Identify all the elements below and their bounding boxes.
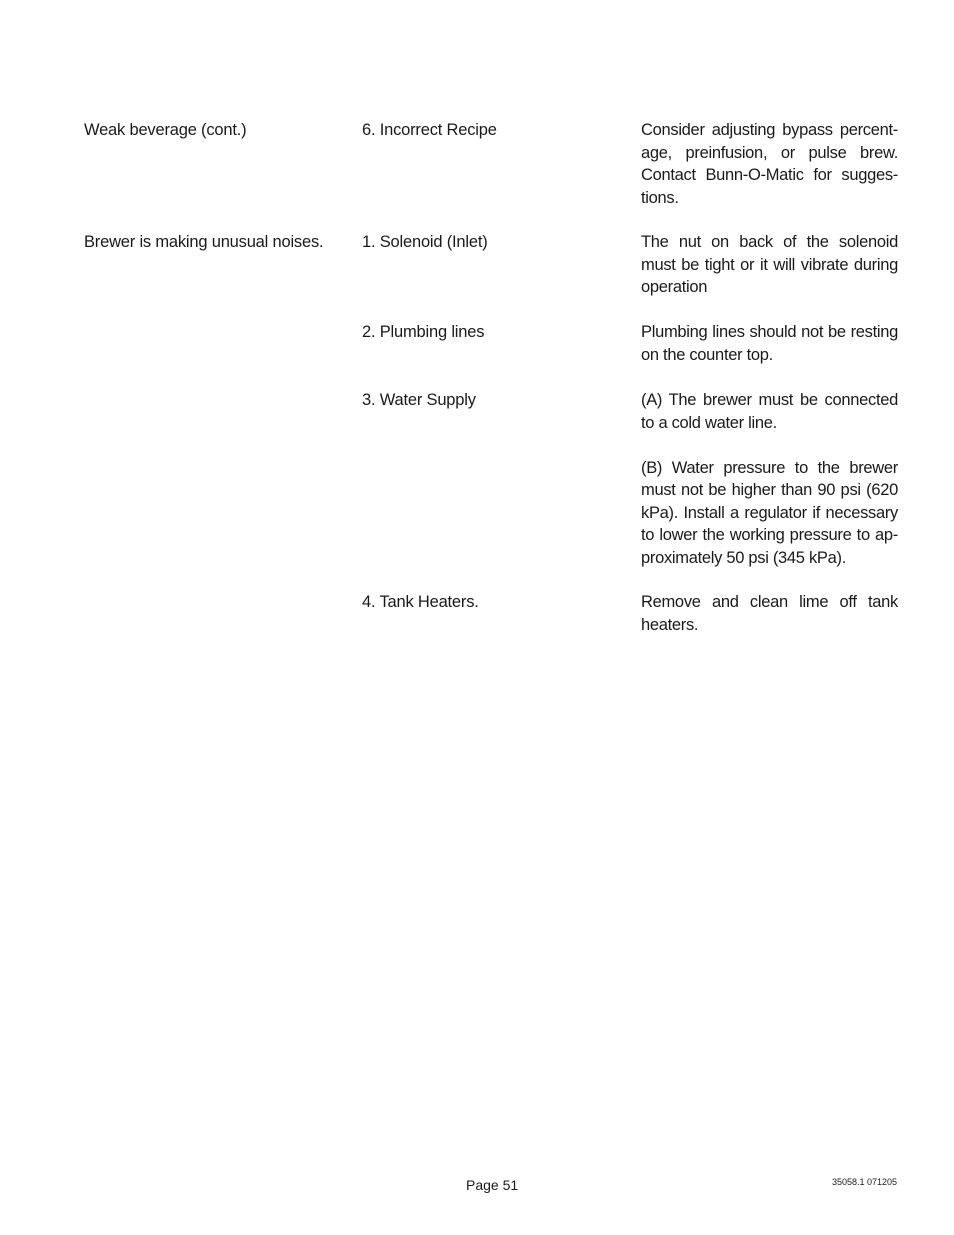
probable-cause-text: 6. Incorrect Recipe (362, 121, 497, 139)
document-code: 35058.1 071205 (832, 1177, 898, 1187)
probable-cause-text: 4. Tank Heaters. (362, 593, 479, 611)
remedy-paragraph: The nut on back of the solenoid must be tight or it will vibrate during operation (641, 233, 898, 296)
remedy-paragraph: Remove and clean lime off tank heaters. (641, 593, 898, 634)
problem-text: Brewer is making unusual noises. (84, 233, 324, 251)
remedy-paragraph: Plumbing lines should not be resting on the counter top. (641, 323, 898, 364)
problem-text: Weak beverage (cont.) (84, 121, 247, 139)
remedy-text (641, 231, 898, 299)
remedy-paragraph: (A) The brewer must be connected to a cold water line. (641, 391, 898, 432)
probable-cause-text: 2. Plumbing lines (362, 323, 485, 341)
remedy-text (641, 591, 898, 636)
probable-cause-text: 3. Water Supply (362, 391, 476, 409)
remedy-text (641, 119, 898, 209)
page-number: Page 51 (466, 1177, 519, 1193)
probable-cause-text: 1. Solenoid (Inlet) (362, 233, 488, 251)
remedy-paragraph: Consider adjusting bypass percent- age, preinfusion, or pulse brew. Contact Bunn-O-Matic for sugges- tions. (641, 121, 898, 207)
remedy-text (641, 389, 898, 569)
remedy-paragraph: (B) Water pressure to the brewer must not be higher than 90 psi (620 kPa). Install a regulator if necessary to lower the working pressure to ap- proximately 50 psi (345 kPa). (641, 458, 898, 567)
remedy-text (641, 321, 898, 366)
